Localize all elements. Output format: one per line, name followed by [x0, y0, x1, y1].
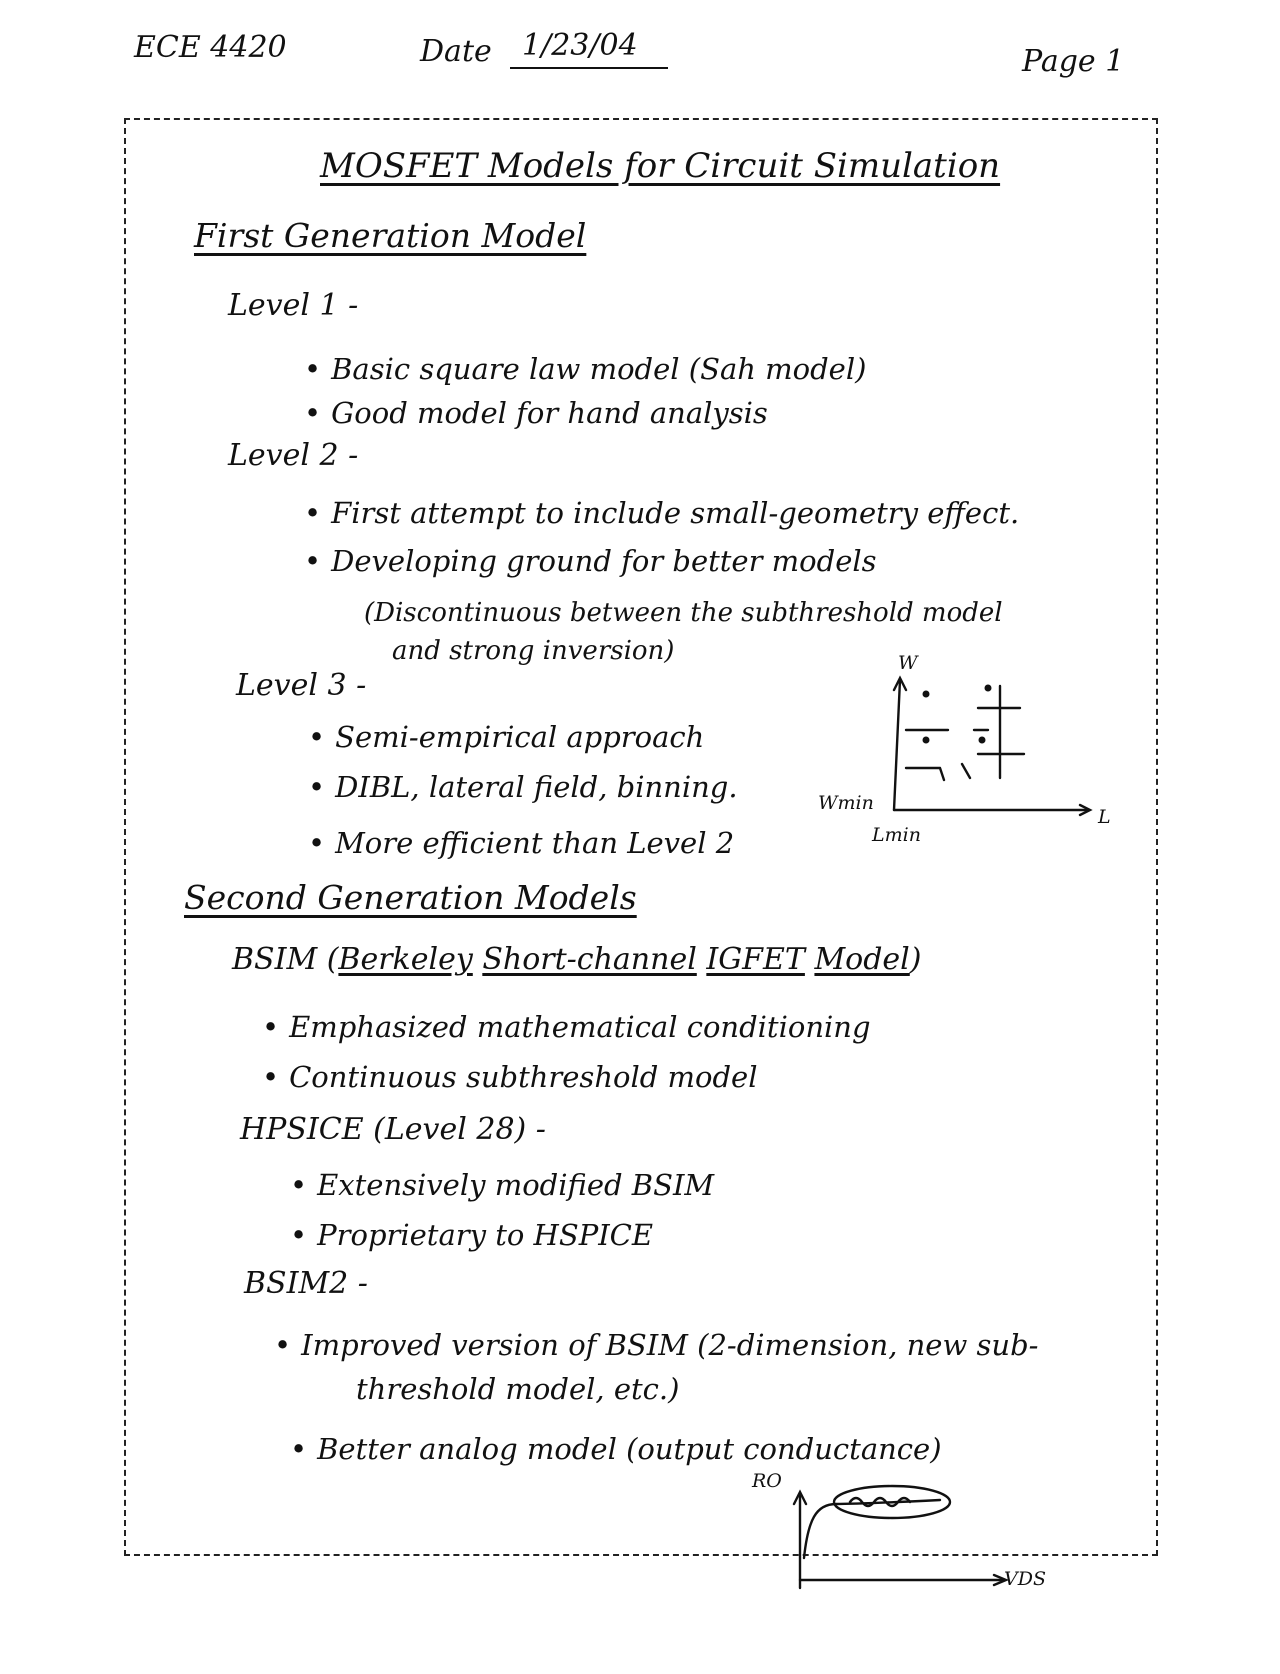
bsim2-bullet-continuation: threshold model, etc.): [356, 1372, 680, 1406]
bsim-label-suffix: ): [909, 942, 922, 977]
hspice-bullet-text: Extensively modified BSIM: [317, 1168, 715, 1202]
bsim-bullet: • Emphasized mathematical conditioning: [262, 1010, 871, 1044]
page-number: Page 1: [1022, 44, 1125, 79]
date-value: 1/23/04: [510, 28, 668, 69]
conductance-x-label: VDS: [1004, 1568, 1046, 1590]
binning-lmin-label: Lmin: [872, 824, 921, 846]
level3-bullet-text: More efficient than Level 2: [335, 826, 735, 860]
bsim-label-prefix: BSIM (: [232, 942, 339, 977]
second-gen-heading: Second Generation Models: [184, 878, 637, 917]
bsim2-label: BSIM2 -: [244, 1266, 368, 1301]
level3-bullet: • Semi-empirical approach: [308, 720, 705, 754]
level1-bullet: • Basic square law model (Sah model): [304, 352, 867, 386]
bsim-bullet-text: Continuous subthreshold model: [289, 1060, 758, 1094]
binning-wmin-label: Wmin: [818, 792, 874, 814]
binning-grid-lines: [906, 686, 1024, 780]
binning-sketch: [870, 668, 1110, 848]
bsim2-bullet-text: Better analog model (output conductance): [317, 1432, 942, 1466]
bin-point: [979, 737, 986, 744]
level3-bullet-text: Semi-empirical approach: [335, 720, 705, 754]
first-gen-heading: First Generation Model: [194, 216, 587, 255]
date-label: Date: [420, 34, 492, 69]
level1-bullet-text: Good model for hand analysis: [331, 396, 768, 430]
level1-bullet: • Good model for hand analysis: [304, 396, 768, 430]
bin-point: [923, 737, 930, 744]
level3-label: Level 3 -: [236, 668, 367, 703]
level2-bullet-text: Developing ground for better models: [331, 544, 877, 578]
bsim-word-berkeley: Berkeley: [338, 942, 473, 977]
bsim-bullet-text: Emphasized mathematical conditioning: [289, 1010, 871, 1044]
bsim-word-model: Model: [814, 942, 910, 977]
bsim-word-igfet: IGFET: [706, 942, 805, 977]
level2-note-line2: and strong inversion): [392, 636, 675, 666]
level2-note-line1: (Discontinuous between the subthreshold model: [364, 598, 1003, 628]
level2-bullet-text: First attempt to include small-geometry effect.: [331, 496, 1020, 530]
hspice-bullet-text: Proprietary to HSPICE: [317, 1218, 654, 1252]
level1-bullet-text: Basic square law model (Sah model): [331, 352, 867, 386]
hspice-label: HPSICE (Level 28) -: [240, 1112, 546, 1147]
level3-bullet-text: DIBL, lateral field, binning.: [335, 770, 738, 804]
level3-bullet: • DIBL, lateral field, binning.: [308, 770, 738, 804]
level2-bullet: • First attempt to include small-geometry effect.: [304, 496, 1020, 530]
course-code: ECE 4420: [134, 30, 287, 65]
hspice-bullet: • Extensively modified BSIM: [290, 1168, 715, 1202]
conductance-curve: [804, 1500, 940, 1558]
bsim-word-short-channel: Short-channel: [482, 942, 697, 977]
bsim2-bullet-text: Improved version of BSIM (2-dimension, new sub-: [301, 1328, 1039, 1362]
bin-point: [985, 685, 992, 692]
bsim2-bullet: • Better analog model (output conductance): [290, 1432, 942, 1466]
bin-point: [923, 691, 930, 698]
page-title: MOSFET Models for Circuit Simulation: [320, 146, 1001, 186]
bsim-label: [232, 942, 922, 977]
conductance-sketch: [780, 1480, 1040, 1600]
binning-w-label: W: [898, 652, 918, 674]
hspice-bullet: • Proprietary to HSPICE: [290, 1218, 654, 1252]
conductance-y-label: RO: [752, 1470, 782, 1492]
bsim2-bullet: • Improved version of BSIM (2-dimension, new sub-: [274, 1328, 1039, 1362]
level3-bullet: • More efficient than Level 2: [308, 826, 735, 860]
level2-label: Level 2 -: [228, 438, 359, 473]
binning-y-axis: [894, 680, 900, 810]
level2-bullet: • Developing ground for better models: [304, 544, 877, 578]
bsim-bullet: • Continuous subthreshold model: [262, 1060, 758, 1094]
binning-l-label: L: [1098, 806, 1111, 828]
level1-label: Level 1 -: [228, 288, 359, 323]
